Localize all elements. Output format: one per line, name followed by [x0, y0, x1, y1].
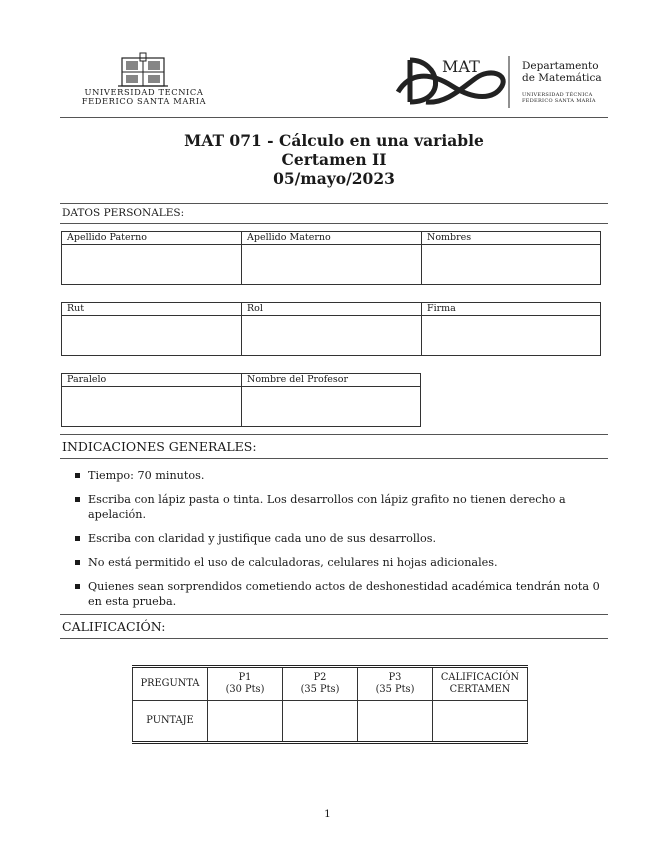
- personal-data-table-2: [61, 302, 601, 356]
- rut-field[interactable]: [62, 316, 242, 356]
- first-names-label: Nombres: [422, 232, 601, 245]
- header-divider: [60, 117, 608, 118]
- grading-heading: CALIFICACIÓN:: [62, 619, 166, 634]
- personal-data-heading: DATOS PERSONALES:: [62, 207, 185, 219]
- rut-label: Rut: [62, 303, 242, 316]
- exam-title: Certamen II: [281, 150, 387, 169]
- section-divider: [60, 638, 608, 639]
- exam-date: 05/mayo/2023: [273, 169, 395, 188]
- personal-data-table-1: [61, 231, 601, 285]
- score-p3-field[interactable]: [358, 701, 433, 743]
- question-row-label: PREGUNTA: [133, 667, 208, 701]
- list-item: Tiempo: 70 minutos.: [72, 468, 608, 483]
- department-name: Departamento de Matemática: [522, 60, 602, 84]
- section-group-label: Paralelo: [62, 374, 242, 387]
- professor-name-label: Nombre del Profesor: [242, 374, 421, 387]
- bullet-icon: [75, 473, 80, 478]
- last-name-paternal-field[interactable]: [62, 245, 242, 285]
- professor-name-field[interactable]: [242, 387, 421, 427]
- bullet-icon: [75, 497, 80, 502]
- bullet-icon: [75, 584, 80, 589]
- grading-table: [132, 665, 528, 744]
- page-number: 1: [324, 808, 331, 820]
- score-p1-field[interactable]: [208, 701, 283, 743]
- bullet-icon: [75, 536, 80, 541]
- section-divider: [60, 203, 608, 204]
- list-item: Escriba con lápiz pasta o tinta. Los desarrollos con lápiz grafito no tienen derecho a apelación.: [72, 492, 608, 522]
- section-divider: [60, 434, 608, 435]
- signature-label: Firma: [422, 303, 601, 316]
- section-group-field[interactable]: [62, 387, 242, 427]
- last-name-maternal-label: Apellido Materno: [242, 232, 422, 245]
- last-name-paternal-label: Apellido Paterno: [62, 232, 242, 245]
- university-crest-logo: [116, 52, 170, 88]
- section-divider: [60, 223, 608, 224]
- question-p2-header: P2 (35 Pts): [283, 667, 358, 701]
- question-p1-header: P1 (30 Pts): [208, 667, 283, 701]
- section-divider: [60, 458, 608, 459]
- list-item: No está permitido el uso de calculadoras, celulares ni hojas adicionales.: [72, 555, 608, 570]
- bullet-icon: [75, 560, 80, 565]
- university-name: UNIVERSIDAD TECNICA FEDERICO SANTA MARIA: [81, 87, 207, 106]
- score-row-label: PUNTAJE: [133, 701, 208, 743]
- section-divider: [60, 614, 608, 615]
- rol-label: Rol: [242, 303, 422, 316]
- last-name-maternal-field[interactable]: [242, 245, 422, 285]
- total-grade-header: CALIFICACIÓN CERTAMEN: [433, 667, 528, 701]
- question-p3-header: P3 (35 Pts): [358, 667, 433, 701]
- personal-data-table-3: [61, 373, 421, 427]
- instructions-heading: INDICACIONES GENERALES:: [62, 439, 257, 454]
- course-title: MAT 071 - Cálculo en una variable: [184, 131, 484, 150]
- rol-field[interactable]: [242, 316, 422, 356]
- signature-field[interactable]: [422, 316, 601, 356]
- instructions-list: [72, 468, 608, 618]
- score-p2-field[interactable]: [283, 701, 358, 743]
- department-subtitle: UNIVERSIDAD TÉCNICA FEDERICO SANTA MARÍA: [522, 92, 596, 104]
- total-grade-field[interactable]: [433, 701, 528, 743]
- first-names-field[interactable]: [422, 245, 601, 285]
- dmat-logo-text: MAT: [442, 57, 480, 76]
- list-item: Quienes sean sorprendidos cometiendo actos de deshonestidad académica tendrán nota 0 en esta prueba.: [72, 579, 608, 609]
- dmat-logo: [390, 52, 514, 110]
- list-item: Escriba con claridad y justifique cada uno de sus desarrollos.: [72, 531, 608, 546]
